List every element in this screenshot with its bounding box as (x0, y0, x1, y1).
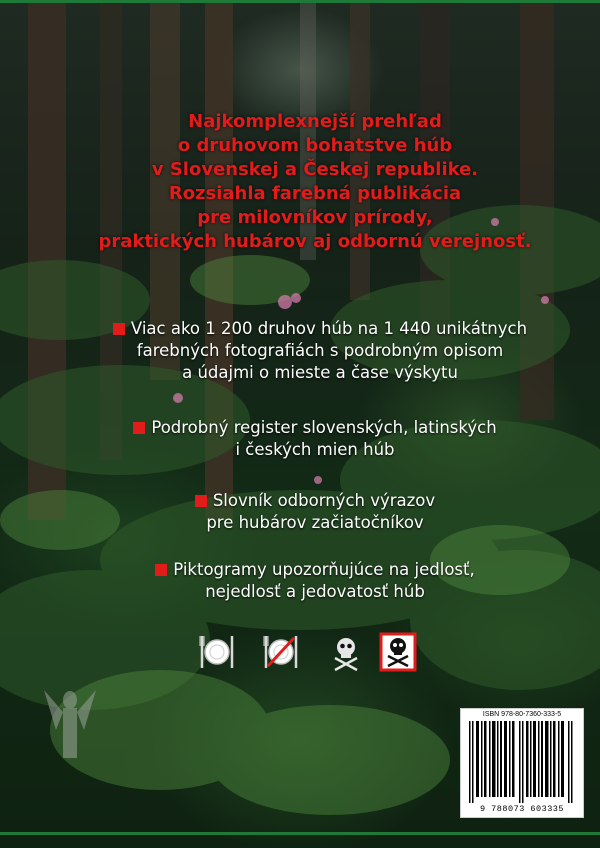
bullet-text: Piktogramy upozorňujúce na jedlosť, (173, 560, 475, 579)
bullet-text: i českých mien húb (235, 440, 395, 459)
bullet-text: a údajmi o mieste a čase výskytu (182, 363, 458, 382)
ean-number: 9 788073 603335 (479, 804, 564, 814)
headline (50, 110, 580, 254)
red-square-bullet-icon (195, 495, 207, 507)
feature-bullet-species (60, 318, 580, 384)
red-square-bullet-icon (133, 422, 145, 434)
headline-line: pre milovníkov prírody, (197, 207, 433, 228)
red-square-bullet-icon (113, 323, 125, 335)
inedible-plate-icon (262, 632, 300, 672)
deadly-skull-icon (379, 632, 417, 672)
bullet-text: farebných fotografiách s podrobným opisom (136, 341, 504, 360)
bullet-text: pre hubárov začiatočníkov (206, 513, 424, 532)
bottom-edge-line (0, 832, 600, 835)
feature-bullet-register (80, 417, 550, 461)
bullet-text: Slovník odborných výrazov (212, 491, 436, 510)
top-edge-line (0, 0, 600, 3)
edible-plate-icon (198, 632, 236, 672)
feature-bullet-dictionary (150, 490, 480, 534)
headline-line: praktických hubárov aj odbornú verejnosť. (98, 231, 532, 252)
bullet-text: Podrobný register slovenských, latinských (151, 418, 497, 437)
bullet-text: nejedlosť a jedovatosť húb (205, 582, 425, 601)
feature-bullet-pictograms (105, 559, 525, 603)
headline-line: Najkomplexnejší prehľad (188, 111, 442, 132)
bullet-text: Viac ako 1 200 druhov húb na 1 440 unikátnych (130, 319, 528, 338)
isbn-barcode (460, 708, 584, 818)
poisonous-skull-icon (327, 632, 365, 672)
red-square-bullet-icon (155, 564, 167, 576)
headline-line: v Slovenskej a Českej republike. (151, 159, 479, 180)
headline-line: Rozsiahla farebná publikácia (168, 183, 462, 204)
headline-line: o druhovom bohatstve húb (177, 135, 453, 156)
isbn-text: ISBN 978-80-7360-333-5 (482, 711, 562, 718)
barcode-bars (467, 721, 577, 803)
